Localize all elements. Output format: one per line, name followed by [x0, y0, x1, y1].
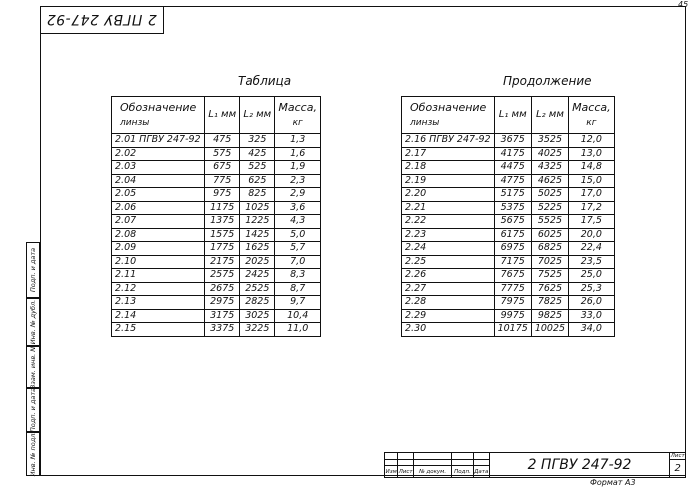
mass-cell: 33,0	[569, 309, 615, 323]
l2-cell: 9825	[531, 309, 568, 323]
top-stamp-code: 2 ПГВУ 247-92	[46, 11, 157, 27]
l1-cell: 6175	[494, 228, 531, 242]
table1-header-mass: Масса, кг	[275, 97, 321, 134]
table-row	[112, 309, 321, 323]
l2-cell: 6825	[531, 242, 568, 256]
l1-cell: 5375	[494, 201, 531, 215]
designation-cell: 2.20	[402, 188, 495, 202]
l2-cell: 2425	[240, 269, 275, 283]
l1-cell: 675	[205, 161, 240, 175]
mass-cell: 1,9	[275, 161, 321, 175]
table-row	[112, 242, 321, 256]
table-row	[112, 296, 321, 310]
designation-cell: 2.28	[402, 296, 495, 310]
designation-cell: 2.07	[112, 215, 205, 229]
table-row	[402, 282, 615, 296]
tb-label-doc: № докум.	[413, 466, 451, 478]
designation-cell: 2.26	[402, 269, 495, 283]
table-row	[112, 174, 321, 188]
designation-cell: 2.13	[112, 296, 205, 310]
l2-cell: 525	[240, 161, 275, 175]
l2-cell: 1425	[240, 228, 275, 242]
table-row	[402, 161, 615, 175]
designation-cell: 2.10	[112, 255, 205, 269]
sidebar-field-3: Взам. инв. №	[26, 346, 40, 388]
l1-cell: 4175	[494, 147, 531, 161]
l2-cell: 2525	[240, 282, 275, 296]
l1-cell: 4775	[494, 174, 531, 188]
table-row	[402, 296, 615, 310]
l2-cell: 5525	[531, 215, 568, 229]
l2-cell: 7025	[531, 255, 568, 269]
mass-cell: 8,7	[275, 282, 321, 296]
l2-cell: 7825	[531, 296, 568, 310]
table-row	[402, 201, 615, 215]
table-row	[402, 174, 615, 188]
table-row	[402, 323, 615, 337]
table2-header-l2: L₂ мм	[531, 97, 568, 134]
l2-cell: 4625	[531, 174, 568, 188]
designation-cell: 2.17	[402, 147, 495, 161]
table1	[111, 96, 321, 337]
table-row	[112, 147, 321, 161]
l2-cell: 7525	[531, 269, 568, 283]
mass-cell: 2,3	[275, 174, 321, 188]
mass-cell: 34,0	[569, 323, 615, 337]
mass-cell: 8,3	[275, 269, 321, 283]
title-block-sheet-number: 2	[670, 460, 686, 478]
designation-cell: 2.30	[402, 323, 495, 337]
l1-cell: 7175	[494, 255, 531, 269]
l1-cell: 1375	[205, 215, 240, 229]
l2-cell: 6025	[531, 228, 568, 242]
table2-header-mass: Масса, кг	[569, 97, 615, 134]
mass-cell: 9,7	[275, 296, 321, 310]
top-stamp	[40, 6, 164, 34]
mass-cell: 13,0	[569, 147, 615, 161]
l1-cell: 5675	[494, 215, 531, 229]
l1-cell: 2175	[205, 255, 240, 269]
table-row	[112, 269, 321, 283]
l2-cell: 5225	[531, 201, 568, 215]
l1-cell: 7775	[494, 282, 531, 296]
designation-cell: 2.29	[402, 309, 495, 323]
table-row	[112, 228, 321, 242]
table-row	[402, 134, 615, 148]
table-row	[402, 215, 615, 229]
l2-cell: 325	[240, 134, 275, 148]
sidebar-field-2: Инв. № дубл.	[26, 298, 40, 346]
table-row	[112, 201, 321, 215]
table-row	[112, 323, 321, 337]
mass-cell: 7,0	[275, 255, 321, 269]
designation-cell: 2.05	[112, 188, 205, 202]
designation-cell: 2.11	[112, 269, 205, 283]
table-row	[402, 269, 615, 283]
mass-cell: 22,4	[569, 242, 615, 256]
l1-cell: 2975	[205, 296, 240, 310]
designation-cell: 2.21	[402, 201, 495, 215]
l1-cell: 10175	[494, 323, 531, 337]
l2-cell: 3025	[240, 309, 275, 323]
l2-cell: 5025	[531, 188, 568, 202]
mass-cell: 2,9	[275, 188, 321, 202]
sidebar-field-5: Инв. № подл.	[26, 432, 40, 476]
mass-cell: 5,0	[275, 228, 321, 242]
tb-label-list: Лист	[398, 466, 414, 478]
l1-cell: 3375	[205, 323, 240, 337]
table2	[401, 96, 615, 337]
mass-cell: 25,0	[569, 269, 615, 283]
designation-cell: 2.22	[402, 215, 495, 229]
title-block-code: 2 ПГВУ 247-92	[489, 453, 670, 478]
designation-cell: 2.24	[402, 242, 495, 256]
table-row	[402, 255, 615, 269]
mass-cell: 3,6	[275, 201, 321, 215]
designation-cell: 2.03	[112, 161, 205, 175]
designation-cell: 2.16 ПГВУ 247-92	[402, 134, 495, 148]
l1-cell: 475	[205, 134, 240, 148]
mass-cell: 26,0	[569, 296, 615, 310]
corner-number: 45	[678, 0, 689, 9]
l1-cell: 4475	[494, 161, 531, 175]
l1-cell: 7975	[494, 296, 531, 310]
mass-cell: 12,0	[569, 134, 615, 148]
table1-header-l1: L₁ мм	[205, 97, 240, 134]
l1-cell: 775	[205, 174, 240, 188]
mass-cell: 1,3	[275, 134, 321, 148]
table-row	[112, 134, 321, 148]
table-row	[112, 161, 321, 175]
l2-cell: 4325	[531, 161, 568, 175]
l1-cell: 5175	[494, 188, 531, 202]
table1-header-l2: L₂ мм	[240, 97, 275, 134]
table2-title: Продолжение	[503, 74, 592, 88]
mass-cell: 23,5	[569, 255, 615, 269]
l1-cell: 3675	[494, 134, 531, 148]
mass-cell: 17,5	[569, 215, 615, 229]
mass-cell: 15,0	[569, 174, 615, 188]
mass-cell: 5,7	[275, 242, 321, 256]
table1-header-designation: Обозначение линзы	[112, 97, 205, 134]
l1-cell: 575	[205, 147, 240, 161]
l1-cell: 1175	[205, 201, 240, 215]
mass-cell: 17,0	[569, 188, 615, 202]
l2-cell: 7625	[531, 282, 568, 296]
l2-cell: 1025	[240, 201, 275, 215]
table1-title: Таблица	[238, 74, 292, 88]
l2-cell: 2025	[240, 255, 275, 269]
designation-cell: 2.02	[112, 147, 205, 161]
table2-header-l1: L₁ мм	[494, 97, 531, 134]
sidebar-field-1: Подп. и дата	[26, 242, 40, 298]
mass-cell: 17,2	[569, 201, 615, 215]
l2-cell: 625	[240, 174, 275, 188]
l2-cell: 3225	[240, 323, 275, 337]
table-row	[112, 255, 321, 269]
table-row	[402, 188, 615, 202]
tb-label-date: Дата	[473, 466, 489, 478]
l1-cell: 9975	[494, 309, 531, 323]
mass-cell: 25,3	[569, 282, 615, 296]
table-row	[112, 188, 321, 202]
designation-cell: 2.15	[112, 323, 205, 337]
table-row	[402, 147, 615, 161]
mass-cell: 11,0	[275, 323, 321, 337]
designation-cell: 2.06	[112, 201, 205, 215]
table2-header-designation: Обозначение линзы	[402, 97, 495, 134]
l1-cell: 3175	[205, 309, 240, 323]
l1-cell: 7675	[494, 269, 531, 283]
mass-cell: 14,8	[569, 161, 615, 175]
mass-cell: 1,6	[275, 147, 321, 161]
l1-cell: 6975	[494, 242, 531, 256]
designation-cell: 2.19	[402, 174, 495, 188]
l2-cell: 425	[240, 147, 275, 161]
designation-cell: 2.23	[402, 228, 495, 242]
l2-cell: 2825	[240, 296, 275, 310]
l2-cell: 825	[240, 188, 275, 202]
l1-cell: 1775	[205, 242, 240, 256]
table-row	[402, 242, 615, 256]
l2-cell: 4025	[531, 147, 568, 161]
title-block	[384, 452, 686, 478]
designation-cell: 2.04	[112, 174, 205, 188]
l2-cell: 1625	[240, 242, 275, 256]
designation-cell: 2.25	[402, 255, 495, 269]
l2-cell: 1225	[240, 215, 275, 229]
mass-cell: 10,4	[275, 309, 321, 323]
designation-cell: 2.01 ПГВУ 247-92	[112, 134, 205, 148]
mass-cell: 4,3	[275, 215, 321, 229]
tb-label-sign: Подп.	[452, 466, 474, 478]
table-row	[402, 228, 615, 242]
l1-cell: 1575	[205, 228, 240, 242]
table-row	[402, 309, 615, 323]
table-row	[112, 282, 321, 296]
designation-cell: 2.09	[112, 242, 205, 256]
l2-cell: 10025	[531, 323, 568, 337]
table-row	[112, 215, 321, 229]
designation-cell: 2.08	[112, 228, 205, 242]
designation-cell: 2.14	[112, 309, 205, 323]
title-block-sheet-label: Лист	[670, 453, 685, 459]
l1-cell: 975	[205, 188, 240, 202]
mass-cell: 20,0	[569, 228, 615, 242]
l1-cell: 2675	[205, 282, 240, 296]
designation-cell: 2.27	[402, 282, 495, 296]
l2-cell: 3525	[531, 134, 568, 148]
l1-cell: 2575	[205, 269, 240, 283]
sidebar-field-4: Подп. и дата	[26, 388, 40, 432]
designation-cell: 2.18	[402, 161, 495, 175]
tb-label-izm: Изм	[385, 466, 398, 478]
format-label: Формат А3	[590, 478, 636, 487]
designation-cell: 2.12	[112, 282, 205, 296]
